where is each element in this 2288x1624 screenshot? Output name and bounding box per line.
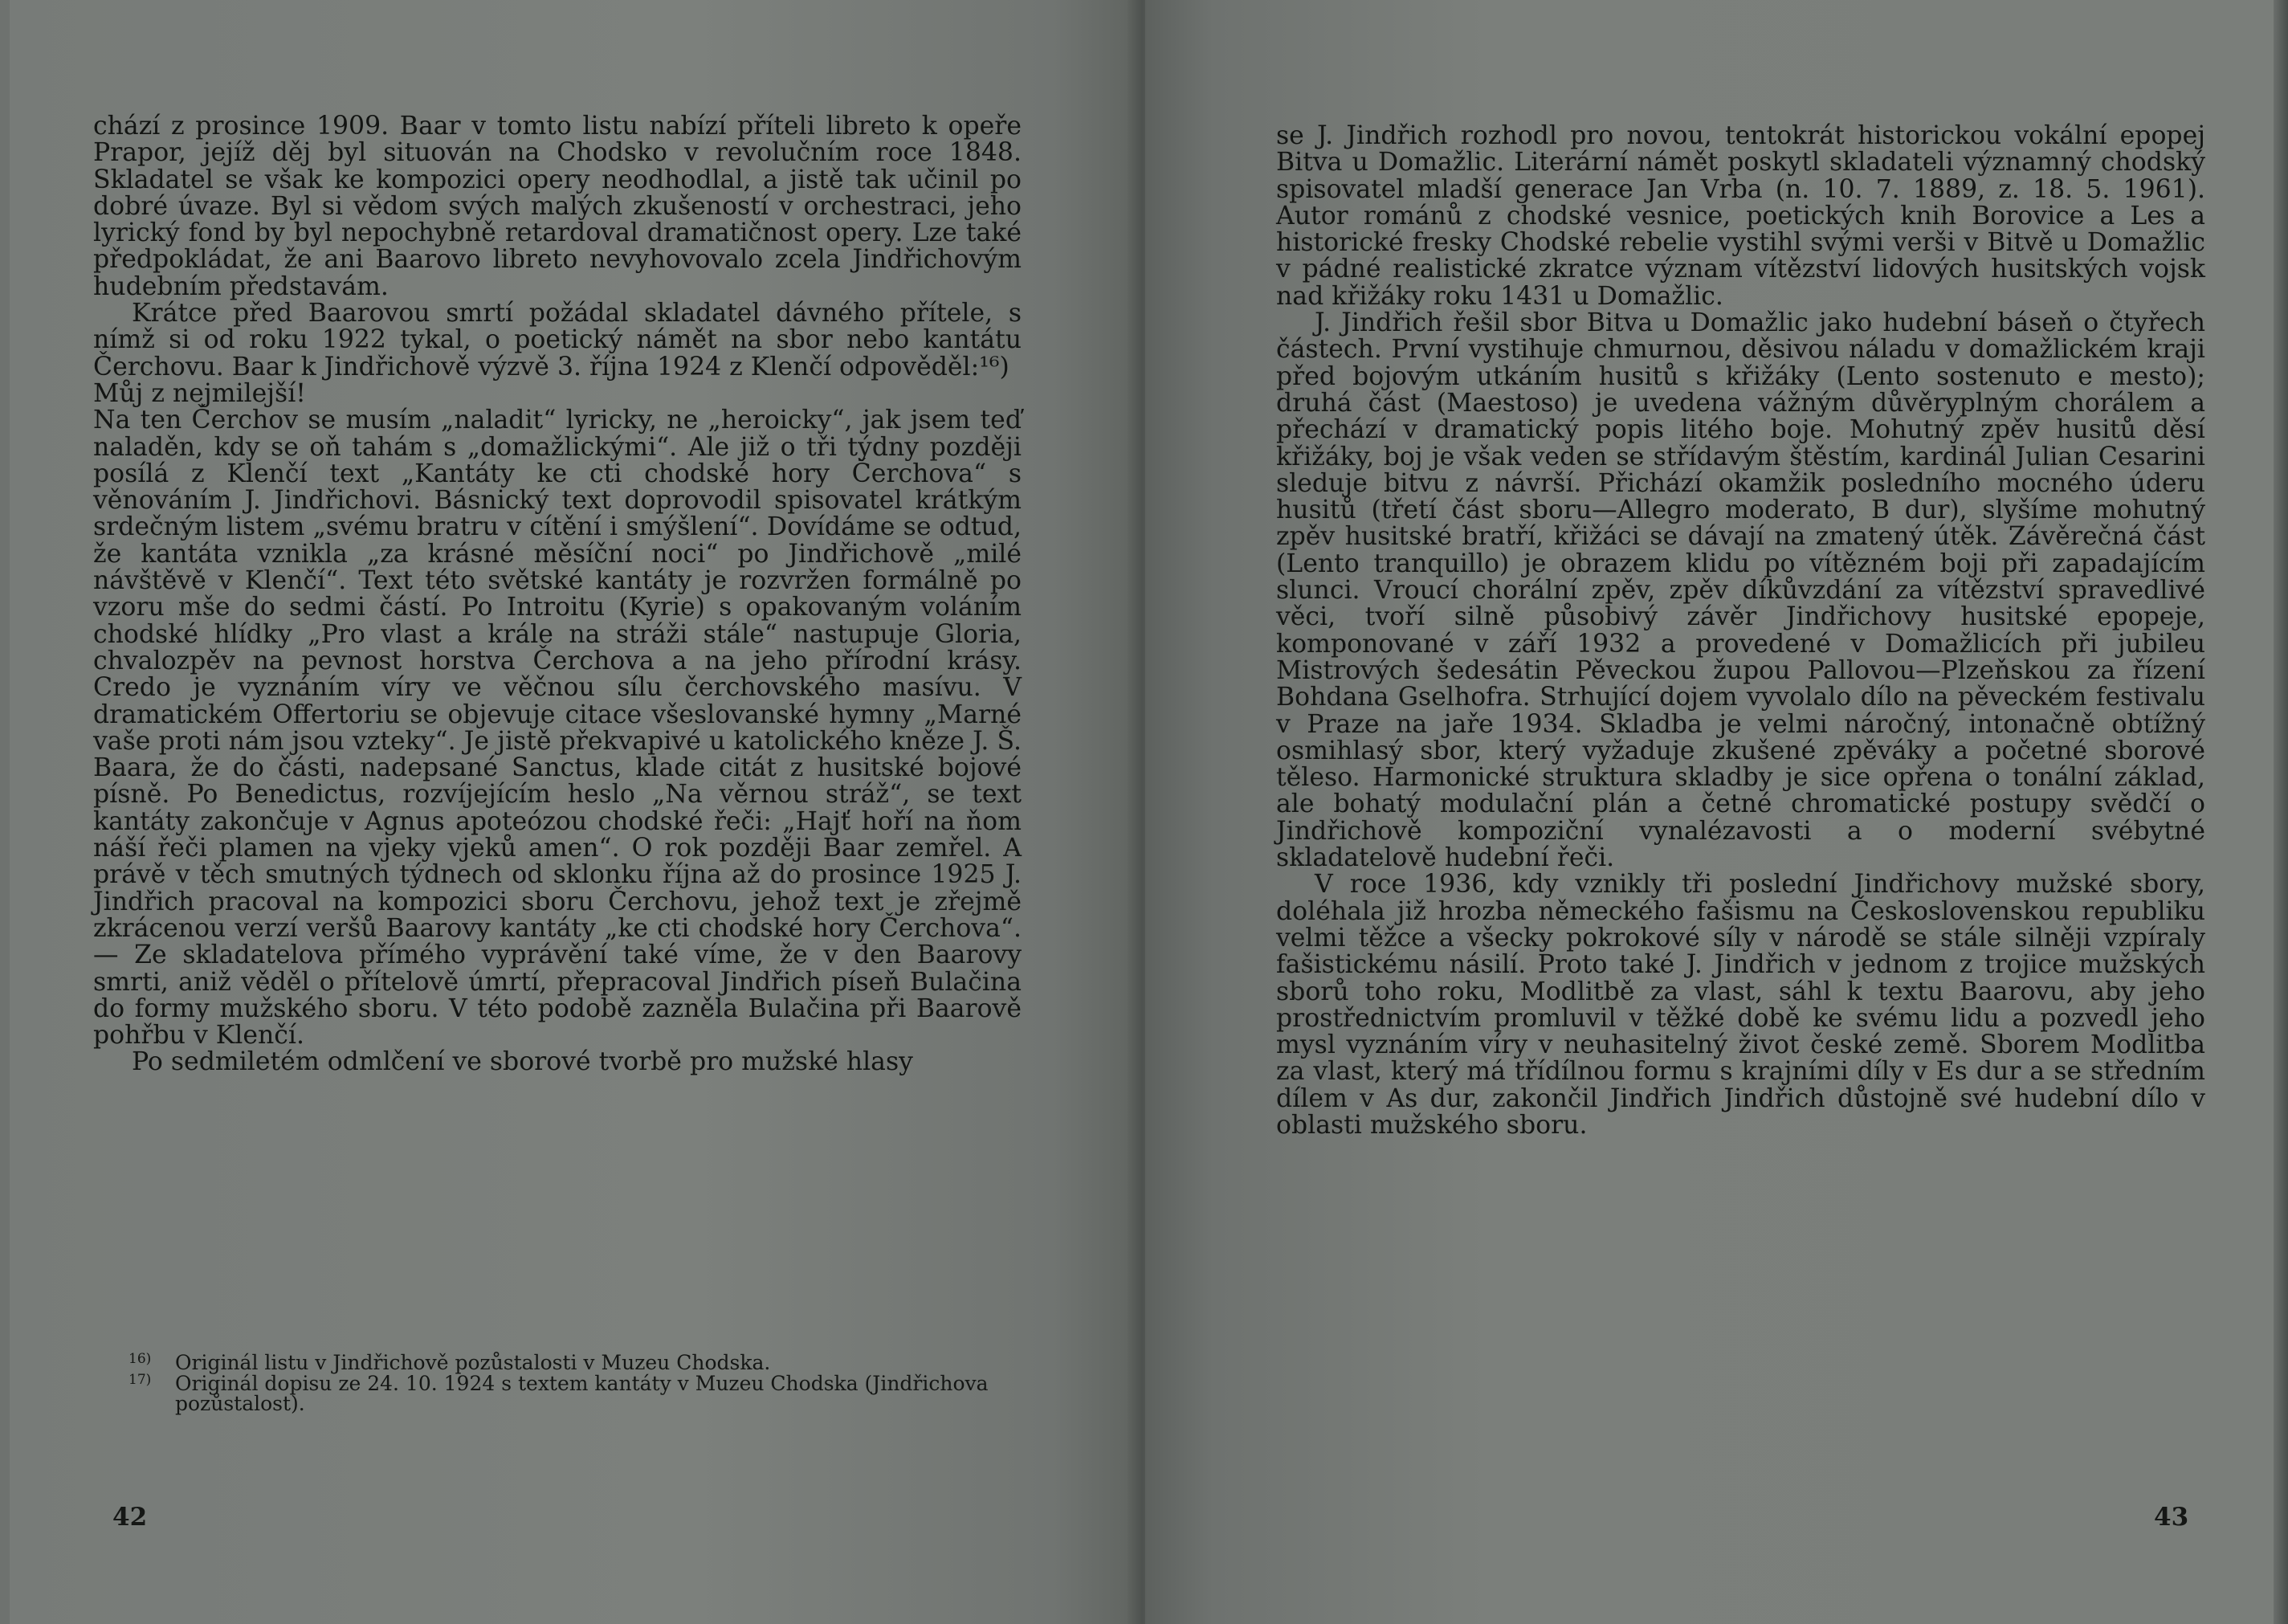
footnote-text: Originál dopisu ze 24. 10. 1924 s textem kantáty v Muzeu Chodska (Jindřichova pozůstalost). [175,1371,989,1415]
page-edge [2274,0,2288,1624]
footnote-mark: 17) [128,1371,152,1388]
left-page-body [93,113,1022,1076]
page-number-right: 43 [2154,1503,2189,1532]
footnote-text: Originál listu v Jindřichově pozůstalosti v Muzeu Chodska. [175,1351,771,1374]
paragraph: Na ten Čerchov se musím „naladit“ lyricky, ne „heroicky“, jak jsem teď naladěn, kdy se oň tahám s „domažlickými“. Ale již o tři týdny později posílá z Klenčí text „Kantáty ke cti chodské hory Čerchova“ s věnováním J. Jindřichovi. Básnický text doprovodil spisovatel krátkým srdečným listem „svému bratru v cítění i smýšlení“. Dovídáme se odtud, že kantáta vznikla „za krásné měsíční noci“ po Jindřichově „milé návštěvě v Klenčí“. Text této světské kantáty je rozvržen formálně po vzoru mše do sedmi částí. Po Introitu (Kyrie) s opakovaným voláním chodské hlídky „Pro vlast a krále na stráži stále“ nastupuje Gloria, chvalozpěv na pevnost horstva Čerchova a na jeho přírodní krásy. Credo je vyznáním víry ve věčnou sílu čerchovského masívu. V dramatickém Offertoriu se objevuje citace všeslovanské hymny „Marné vaše proti nám jsou vzteky“. Je jistě překvapivé u katolického kněze J. Š. Baara, že do části, nadepsané Sanctus, klade citát z husitské bojové písně. Po Benedictus, rozvíjejícím heslo „Na věrnou stráž“, se text kantáty zakončuje v Agnus apoteózou chodské řeči: „Hajť hoří na ňom náší řeči plamen na vjeky vjeků amen“. O rok později Baar zemřel. A právě v těch smutných týdnech od sklonku října až do prosince 1925 J. Jindřich pracoval na kompozici sboru Čerchovu, jehož text je zřejmě zkrácenou verzí veršů Baarovy kantáty „ke cti chodské hory Čerchova“. — Ze skladatelova přímého vyprávění také víme, že v den Baarovy smrti, aniž věděl o přítelově úmrtí, přepracoval Jindřich píseň Bulačina do formy mužského sboru. V této podobě zazněla Bulačina při Baarově pohřbu v Klenčí. [93,406,1022,1051]
paragraph: Po sedmiletém odmlčení ve sborové tvorbě pro mužské hlasy [132,1047,913,1077]
footnote-mark: 16) [128,1351,152,1367]
paragraph: Krátce před Baarovou smrtí požádal skladatel dávného přítele, s nímž si od roku 1922 tykal, o poetický námět na sbor nebo kantátu Čerchovu. Baar k Jindřichově výzvě 3. října 1924 z Klenčí odpověděl:¹⁶) [93,299,1022,382]
right-page [1145,0,2279,1624]
paragraph: chází z prosince 1909. Baar v tomto listu nabízí příteli libreto k opeře Prapor, jejíž děj byl situován na Chodsko v revolučním roce 1848. Skladatel se však ke kompozici opery neodhodlal, a jistě tak učinil po dobré úvaze. Byl si vědom svých malých zkušeností v orchestraci, jeho lyrický fond by byl nepochybně retardoval dramatičnost opery. Lze také předpokládat, že ani Baarovo libreto nevyhovovalo zcela Jindřichovým hudebním představám. [93,112,1022,301]
left-page [10,0,1144,1624]
page-number-left: 42 [112,1503,148,1532]
right-page-body [1276,123,2205,1139]
footnotes [128,1353,1020,1414]
footnote [128,1353,1020,1373]
paragraph: J. Jindřich řešil sbor Bitva u Domažlic jako hudební báseň o čtyřech částech. První vystihuje chmurnou, děsivou náladu v domažlickém kraji před bojovým utkáním husitů s křižáky (Lento sostenuto e mesto); druhá část (Maestoso) je uvedena vážným důvěryplným chorálem a přechází v dramatický popis litého boje. Mohutný zpěv husitů děsí křižáky, boj je však veden se střídavým štěstím, kardinál Julian Cesarini sleduje bitvu z návrší. Přichází okamžik posledního mocného úderu husitů (třetí část sboru—Allegro moderato, B dur), slyšíme mohutný zpěv husitské bratří, křižáci se dávají na zmatený útěk. Závěrečná část (Lento tranquillo) je obrazem klidu po vítězném boji při zapadajícím slunci. Vroucí chorální zpěv, zpěv díkůvzdání za vítězství spravedlivé věci, tvoří silně působivý závěr Jindřichovy husitské epopeje, komponované v září 1932 a provedené v Domažlicích při jubileu Mistrových šedesátin Pěveckou župou Pallovou—Plzeňskou za řízení Bohdana Gselhofra. Strhující dojem vyvolalo dílo na pěveckém festivalu v Praze na jaře 1934. Skladba je velmi náročný, intonačně obtížný osmihlasý sbor, který vyžaduje zkušené zpěváky a početné sborové těleso. Harmonické struktura skladby je sice opřena o tonální základ, ale bohatý modulační plán a četné chromatické postupy svědčí o Jindřichově kompoziční vynalézavosti a o moderní svébytné skladatelově hudební řeči. [1276,308,2205,873]
footnote [128,1373,1020,1414]
paragraph: se J. Jindřich rozhodl pro novou, tentokrát historickou vokální epopej Bitva u Domažlic. Literární námět poskytl skladateli významný chodský spisovatel mladší generace Jan Vrba (n. 10. 7. 1889, z. 18. 5. 1961). Autor románů z chodské vesnice, poetických knih Borovice a Les a historické fresky Chodské rebelie vystihl svými verši v Bitvě u Domažlic v pádné realistické zkratce význam vítězství lidových husitských vojsk nad křižáky roku 1431 u Domažlic. [1276,121,2205,311]
letter-salutation: Můj z nejmilejší! [93,378,306,408]
paragraph: V roce 1936, kdy vznikly tři poslední Jindřichovy mužské sbory, doléhala již hrozba německého fašismu na Československou republiku velmi těžce a všecky pokrokové síly v národě se stále silněji vzpíraly fašistickému násilí. Proto také J. Jindřich v jednom z trojice mužských sborů toho roku, Modlitbě za vlast, sáhl k textu Baarovu, aby jeho prostřednictvím promluvil v těžké době ke svému lidu a pozvedl jeho mysl vyznáním víry v neuhasitelný život české země. Sborem Modlitba za vlast, který má třídílnou formu s krajními díly v Es dur a se středním dílem v As dur, zakončil Jindřich Jindřich důstojně své hudební dílo v oblasti mužského sboru. [1276,870,2205,1140]
